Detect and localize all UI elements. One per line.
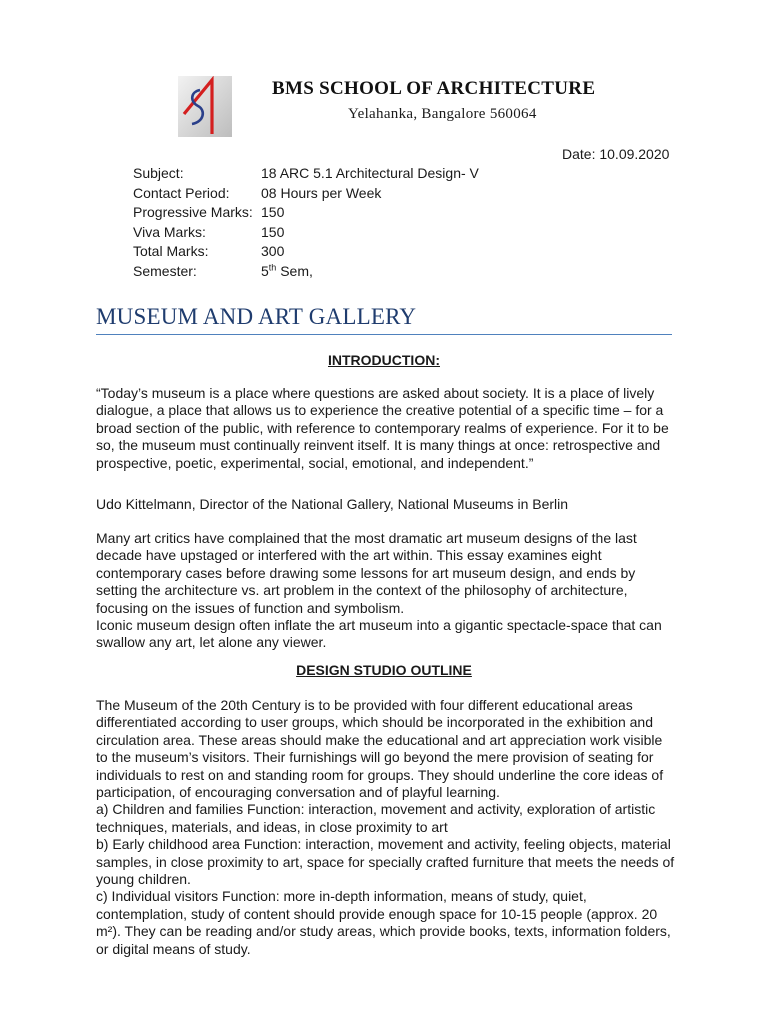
info-value: 300 [261,243,285,260]
outline-heading: DESIGN STUDIO OUTLINE [296,662,472,678]
introduction-heading: INTRODUCTION: [328,352,440,368]
info-value: 18 ARC 5.1 Architectural Design- V [261,165,479,181]
quote-attribution: Udo Kittelmann, Director of the National Gallery, National Museums in Berlin [96,496,569,512]
info-label: Subject: [133,165,184,181]
course-info [133,164,479,282]
introduction-paragraph-1: Many art critics have complained that the most dramatic art museum designs of the last decade have upstaged or interfered with the art within. This essay examines eight contemporary cases before drawing some lessons for art museum design, and ends by setting the architecture vs. art problem in the context of the philosophy of architecture, focusing on the issues of function and symbolism. [96,530,637,616]
info-label: Viva Marks: [133,223,206,240]
info-row-viva-marks [133,223,479,243]
introduction-quote: “Today’s museum is a place where questions are asked about society. It is a place of lively dialogue, a place that allows us to experience the creative potential of a specific time – for a broad section of the public, with reference to contemporary realms of experience. For it to be so, the museum must continually reinvent itself. It is many things at once: retrospective and prospective, poetic, experimental, social, emotional, and independent.” [96,385,669,471]
info-value: 150 [261,204,285,221]
school-address: Yelahanka, Bangalore 560064 [348,106,537,122]
info-label: Total Marks: [133,243,209,260]
outline-paragraph: The Museum of the 20th Century is to be provided with four different educational areas differentiated according to user groups, which should be incorporated in the exhibition and circulation area. These areas should make the educational and art appreciation work visible to the museum’s visitors. Their furnishings will go beyond the mere provision of seating for individuals to rest on and standing room for groups. They should underline the core ideas of participation, of encouraging conversation and of playful learning. [96,697,664,801]
info-row-subject [133,164,479,184]
info-row-semester [133,262,479,282]
bms-logo-icon [178,76,232,137]
title-divider [96,334,672,335]
outline-item-c: c) Individual visitors Function: more in-depth information, means of study, quiet, contemplation, study of content should provide enough space for 10-15 people (approx. 20 m²). They can be reading and/or study areas, which provide books, texts, information folders, or digital means of study. [96,888,671,957]
semester-suffix: th [268,262,277,273]
info-row-progressive-marks [133,203,479,223]
outline-item-a: a) Children and families Function: interaction, movement and activity, exploration of artistic techniques, materials, and ideas, in close proximity to art [96,801,656,835]
info-value [261,262,313,282]
outline-item-b: b) Early childhood area Function: interaction, movement and activity, feeling objects, material samples, in close proximity to art, space for specially crafted furniture that meets the needs of young children. [96,836,675,888]
info-label: Contact Period: [133,184,230,201]
info-label: Progressive Marks: [133,204,253,221]
info-label: Semester: [133,262,197,279]
introduction-paragraph-2: Iconic museum design often inflate the art museum into a gigantic spectacle-space that can swallow any art, let alone any viewer. [96,617,662,651]
info-row-total-marks [133,242,479,262]
semester-text: Sem, [276,262,313,279]
introduction-paragraph [96,530,676,652]
document-date: Date: 10.09.2020 [562,146,670,162]
info-row-contact-period [133,184,479,204]
info-value: 08 Hours per Week [261,184,382,201]
semester-number: 5 [261,262,269,279]
document-title: MUSEUM AND ART GALLERY [96,304,417,329]
school-name: BMS SCHOOL OF ARCHITECTURE [272,78,596,99]
info-value: 150 [261,223,285,240]
outline-body [96,697,676,958]
